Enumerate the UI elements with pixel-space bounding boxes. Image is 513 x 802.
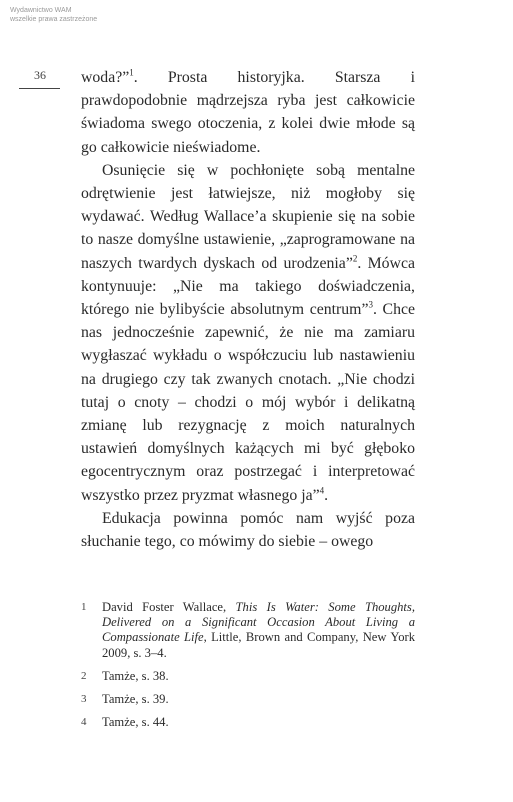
footnote-1 xyxy=(81,600,415,661)
footnote-ref-2: 2 xyxy=(352,253,358,264)
footnote-number: 2 xyxy=(81,669,87,682)
footnote-number: 4 xyxy=(81,716,87,729)
footnote-text: Tamże, s. 44. xyxy=(102,715,169,730)
paragraph-2-text-b: . Mówca kontynuuje: „Nie ma takiego doświadczenia, którego nie bylibyście absolutnym centrum” xyxy=(81,254,415,319)
footnote-4 xyxy=(81,715,415,730)
footnote-ref-3: 3 xyxy=(368,299,373,310)
watermark-line-publisher: Wydawnictwo WAM xyxy=(10,7,72,14)
paragraph-3: Edukacja powinna pomóc nam wyjść poza słuchanie tego, co mówimy do siebie – owego xyxy=(81,509,415,551)
footnote-2 xyxy=(81,669,415,684)
main-text xyxy=(81,66,415,553)
footnote-author: David Foster Wallace, xyxy=(102,600,236,614)
footnote-number: 1 xyxy=(81,601,87,613)
paragraph-2-text-c: . Chce nas jednocześnie zapewnić, że nie ma zamiaru wygłaszać wykładu o współczuciu lub nastawieniu na drugiego czy tak zwanych cnotach. „Nie chodzi tutaj o cnoty – chodzi o mój wybór i delikatną zmianę lub rezygnację z moich naturalnych ustawień domyślnych każących mi być głęboko egocentrycznym oraz postrzegać i interpretować wszystko przez pryzmat własnego ja” xyxy=(81,301,415,504)
paragraph-2-text-a: Osunięcie się w pochłonięte sobą mentalne odrętwienie jest łatwiejsze, niż mogłoby się wydawać. Według Wallace’a skupienie się na sobie to nasze domyślne ustawienie, „zaprogramowane na naszych twardych dyskach od urodzenia” xyxy=(81,161,415,272)
footnote-ref-1: 1 xyxy=(129,67,134,78)
footnote-text: Tamże, s. 39. xyxy=(102,692,169,707)
paragraph-1 xyxy=(81,66,415,159)
footnote-3 xyxy=(81,692,415,707)
footnote-publication: , Little, Brown and Company, New York 2009, s. 3–4. xyxy=(102,630,415,660)
publisher-watermark xyxy=(10,6,97,24)
page-number: 36 xyxy=(34,68,46,82)
footnote-text: Tamże, s. 38. xyxy=(102,668,169,683)
paragraph-2-text-d: . xyxy=(324,486,329,504)
paragraph-1-text-b: . Prosta historyjka. Starsza i prawdopodobnie mądrzejsza ryba jest całkowicie świadoma swego otoczenia, z kolei dwie młode są go całkowicie nieświadome. xyxy=(81,69,415,156)
paragraph-1-text-a: woda?” xyxy=(81,69,130,86)
footnotes xyxy=(81,600,415,738)
paragraph-2 xyxy=(81,159,415,507)
footnote-book-title: This Is Water: Some Thoughts, Delivered on a Significant Occasion About Living a Compassionate Life xyxy=(102,600,415,645)
watermark-line-rights: wszelkie prawa zastrzeżone xyxy=(10,16,98,23)
page-number-rule xyxy=(19,88,60,89)
footnote-number: 3 xyxy=(81,693,87,706)
footnote-ref-4: 4 xyxy=(319,485,325,496)
